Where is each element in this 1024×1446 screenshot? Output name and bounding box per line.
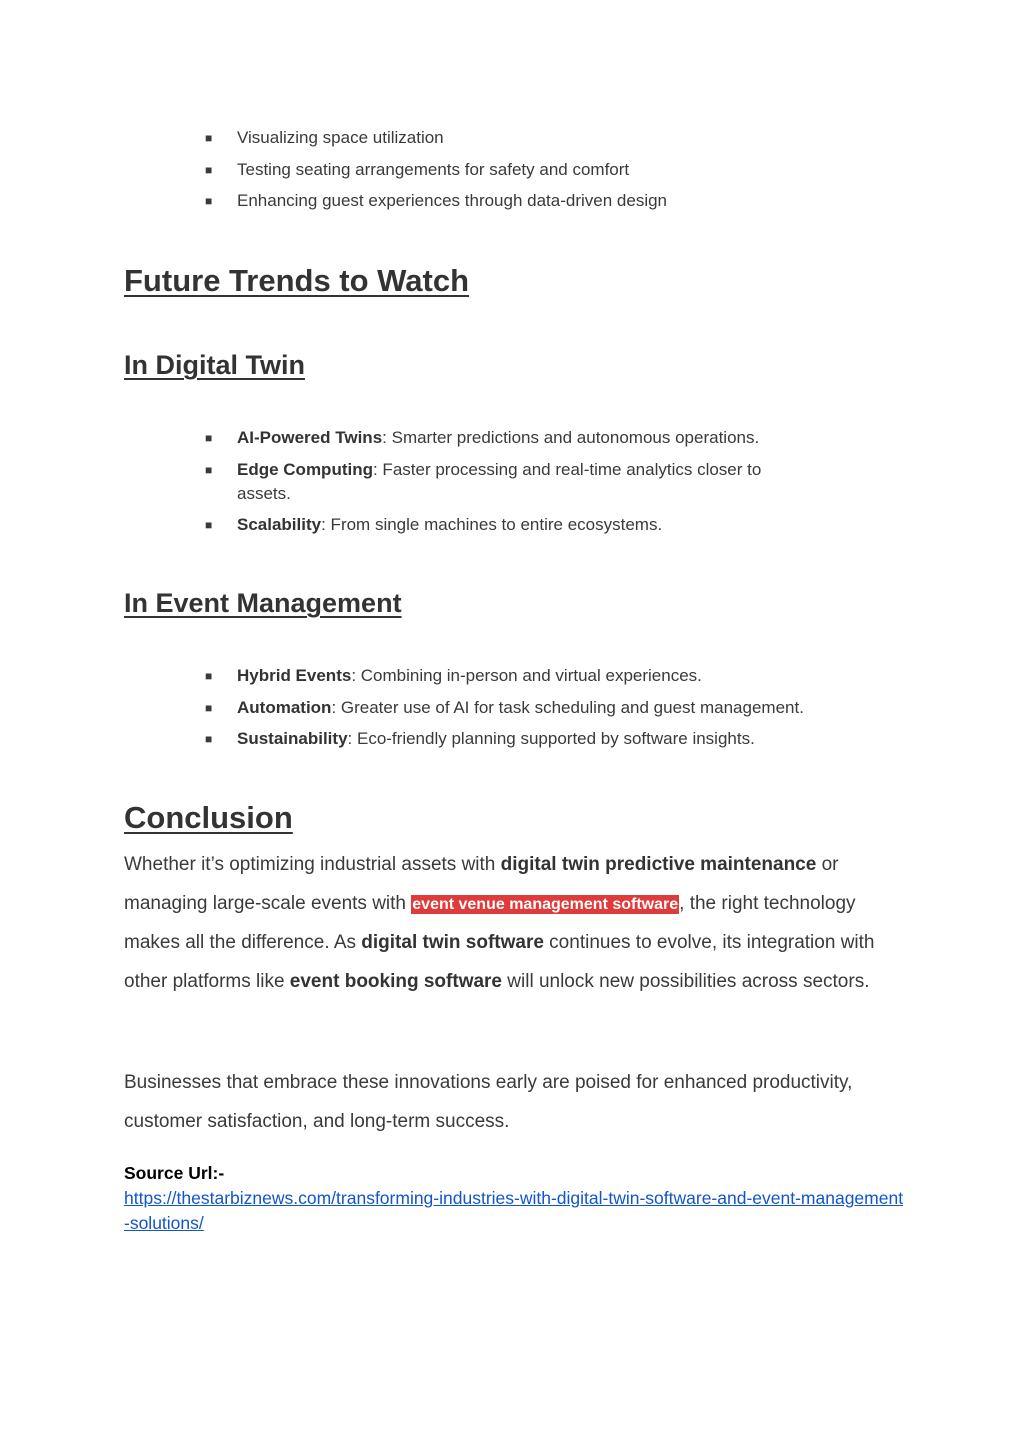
closing-paragraph: Businesses that embrace these innovations early are poised for enhanced productivity, customer satisfaction, and long-term success.: [124, 1072, 853, 1132]
list-item: ■ Testing seating arrangements for safety and comfort: [205, 158, 845, 182]
conclusion-heading: Conclusion: [124, 800, 293, 835]
square-bullet-icon: ■: [205, 162, 213, 177]
square-bullet-icon: ■: [205, 431, 213, 445]
list-item: ■ Visualizing space utilization: [205, 126, 845, 150]
square-bullet-icon: ■: [205, 518, 213, 532]
square-bullet-icon: ■: [205, 732, 213, 746]
digital-twin-trends-list: [205, 426, 845, 545]
source-url-link[interactable]: https://thestarbiznews.com/transforming-industries-with-digital-twin-software-and-event-management-solutions/: [124, 1188, 904, 1233]
list-item: ■ Automation: Greater use of AI for task scheduling and guest management.: [205, 696, 845, 720]
square-bullet-icon: ■: [205, 669, 213, 683]
conclusion-paragraph: Whether it’s optimizing industrial assets with digital twin predictive maintenance or managing large-scale events with event venue management software, the right technology makes all the difference. As digital twin software continues to evolve, its integration with other platforms like event booking software will unlock new possibilities across sectors.: [124, 854, 875, 993]
square-bullet-icon: ■: [205, 194, 213, 208]
square-bullet-icon: ■: [205, 700, 213, 715]
list-item: ■ AI-Powered Twins: Smarter predictions and autonomous operations.: [205, 426, 845, 450]
future-trends-heading: Future Trends to Watch: [124, 263, 470, 298]
list-item: ■ Enhancing guest experiences through data-driven design: [205, 189, 845, 213]
square-bullet-icon: ■: [205, 462, 213, 477]
source-block: [124, 1161, 904, 1236]
event-management-heading: In Event Management: [124, 588, 402, 618]
event-management-trends-list: [205, 664, 845, 759]
list-item: ■ Edge Computing: Faster processing and real-time analytics closer to assets.: [205, 459, 762, 503]
event-venue-software-link[interactable]: event venue management software: [412, 895, 679, 913]
digital-twin-heading: In Digital Twin: [124, 350, 305, 380]
space-benefits-list: [205, 126, 845, 221]
list-item: ■ Sustainability: Eco-friendly planning supported by software insights.: [205, 727, 845, 751]
list-item: ■ Scalability: From single machines to entire ecosystems.: [205, 513, 845, 537]
list-item: ■ Hybrid Events: Combining in-person and virtual experiences.: [205, 664, 845, 688]
source-label: Source Url:-: [124, 1163, 225, 1183]
square-bullet-icon: ■: [205, 131, 213, 145]
